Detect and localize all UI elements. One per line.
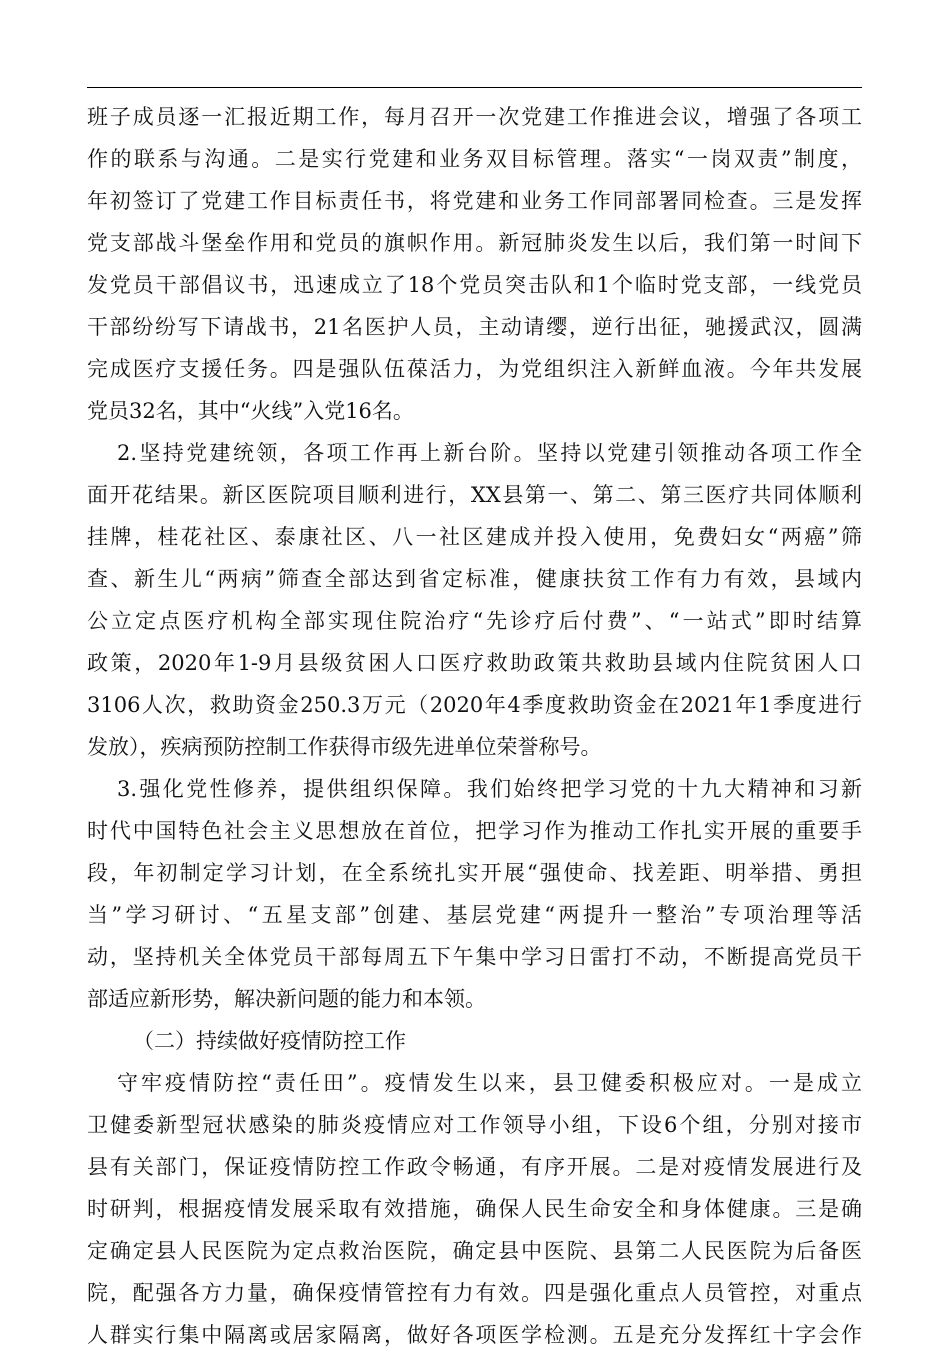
- text-line: 3106人次，救助资金250.3万元（2020年4季度救助资金在2021年1季度进行: [87, 693, 862, 717]
- section-heading: [87, 1020, 862, 1062]
- text-line: 党支部战斗堡垒作用和党员的旗帜作用。新冠肺炎发生以后，我们第一时间下: [87, 231, 862, 255]
- paragraph-continuation: [87, 96, 862, 432]
- text-line: 挂牌，桂花社区、泰康社区、八一社区建成并投入使用，免费妇女“两癌”筛: [87, 525, 862, 549]
- text-line: 时研判，根据疫情发展采取有效措施，确保人民生命安全和身体健康。三是确: [87, 1197, 862, 1221]
- text-line: 守牢疫情防控“责任田”。疫情发生以来，县卫健委积极应对。一是成立: [117, 1071, 862, 1095]
- text-line: 政策，2020年1-9月县级贫困人口医疗救助政策共救助县域内住院贫困人口: [87, 651, 862, 675]
- text-line: 部适应新形势，解决新问题的能力和本领。: [87, 987, 486, 1011]
- text-line: 党员32名，其中“火线”入党16名。: [87, 399, 414, 423]
- document-body: [87, 96, 862, 1356]
- text-line: 动，坚持机关全体党员干部每周五下午集中学习日雷打不动，不断提高党员干: [87, 945, 862, 969]
- paragraph-epidemic-control: [87, 1062, 862, 1356]
- text-line: 公立定点医疗机构全部实现住院治疗“先诊疗后付费”、“一站式”即时结算: [87, 609, 862, 633]
- text-line: 作的联系与沟通。二是实行党建和业务双目标管理。落实“一岗双责”制度，: [87, 147, 862, 171]
- paragraph-party-cultivation: [87, 768, 862, 1020]
- text-line: 时代中国特色社会主义思想放在首位，把学习作为推动工作扎实开展的重要手: [87, 819, 862, 843]
- text-line: 院，配强各方力量，确保疫情管控有力有效。四是强化重点人员管控，对重点: [87, 1281, 862, 1305]
- text-line: 干部纷纷写下请战书，21名医护人员，主动请缨，逆行出征，驰援武汉，圆满: [87, 315, 862, 339]
- text-line: 人群实行集中隔离或居家隔离，做好各项医学检测。五是充分发挥红十字会作: [87, 1323, 862, 1347]
- text-line: 面开花结果。新区医院项目顺利进行，XX县第一、第二、第三医疗共同体顺利: [87, 483, 862, 507]
- text-line: 年初签订了党建工作目标责任书，将党建和业务工作同部署同检查。三是发挥: [87, 189, 862, 213]
- section-heading-text: （二）持续做好疫情防控工作: [133, 1029, 406, 1053]
- paragraph-party-leadership: [87, 432, 862, 768]
- text-line: 3.强化党性修养，提供组织保障。我们始终把学习党的十九大精神和习新: [117, 777, 862, 801]
- text-line: 定确定县人民医院为定点救治医院，确定县中医院、县第二人民医院为后备医: [87, 1239, 862, 1263]
- text-line: 县有关部门，保证疫情防控工作政令畅通，有序开展。二是对疫情发展进行及: [87, 1155, 862, 1179]
- text-line: 发党员干部倡议书，迅速成立了18个党员突击队和1个临时党支部，一线党员: [87, 273, 862, 297]
- text-line: 2.坚持党建统领，各项工作再上新台阶。坚持以党建引领推动各项工作全: [117, 441, 862, 465]
- text-line: 发放），疾病预防控制工作获得市级先进单位荣誉称号。: [87, 735, 602, 759]
- text-line: 卫健委新型冠状感染的肺炎疫情应对工作领导小组，下设6个组，分别对接市: [87, 1113, 862, 1137]
- text-line: 当”学习研讨、“五星支部”创建、基层党建“两提升一整治”专项治理等活: [87, 903, 862, 927]
- header-rule: [87, 87, 862, 88]
- text-line: 查、新生儿“两病”筛查全部达到省定标准，健康扶贫工作有力有效，县域内: [87, 567, 862, 591]
- text-line: 段，年初制定学习计划，在全系统扎实开展“强使命、找差距、明举措、勇担: [87, 861, 862, 885]
- text-line: 班子成员逐一汇报近期工作，每月召开一次党建工作推进会议，增强了各项工: [87, 105, 862, 129]
- text-line: 完成医疗支援任务。四是强队伍葆活力，为党组织注入新鲜血液。今年共发展: [87, 357, 862, 381]
